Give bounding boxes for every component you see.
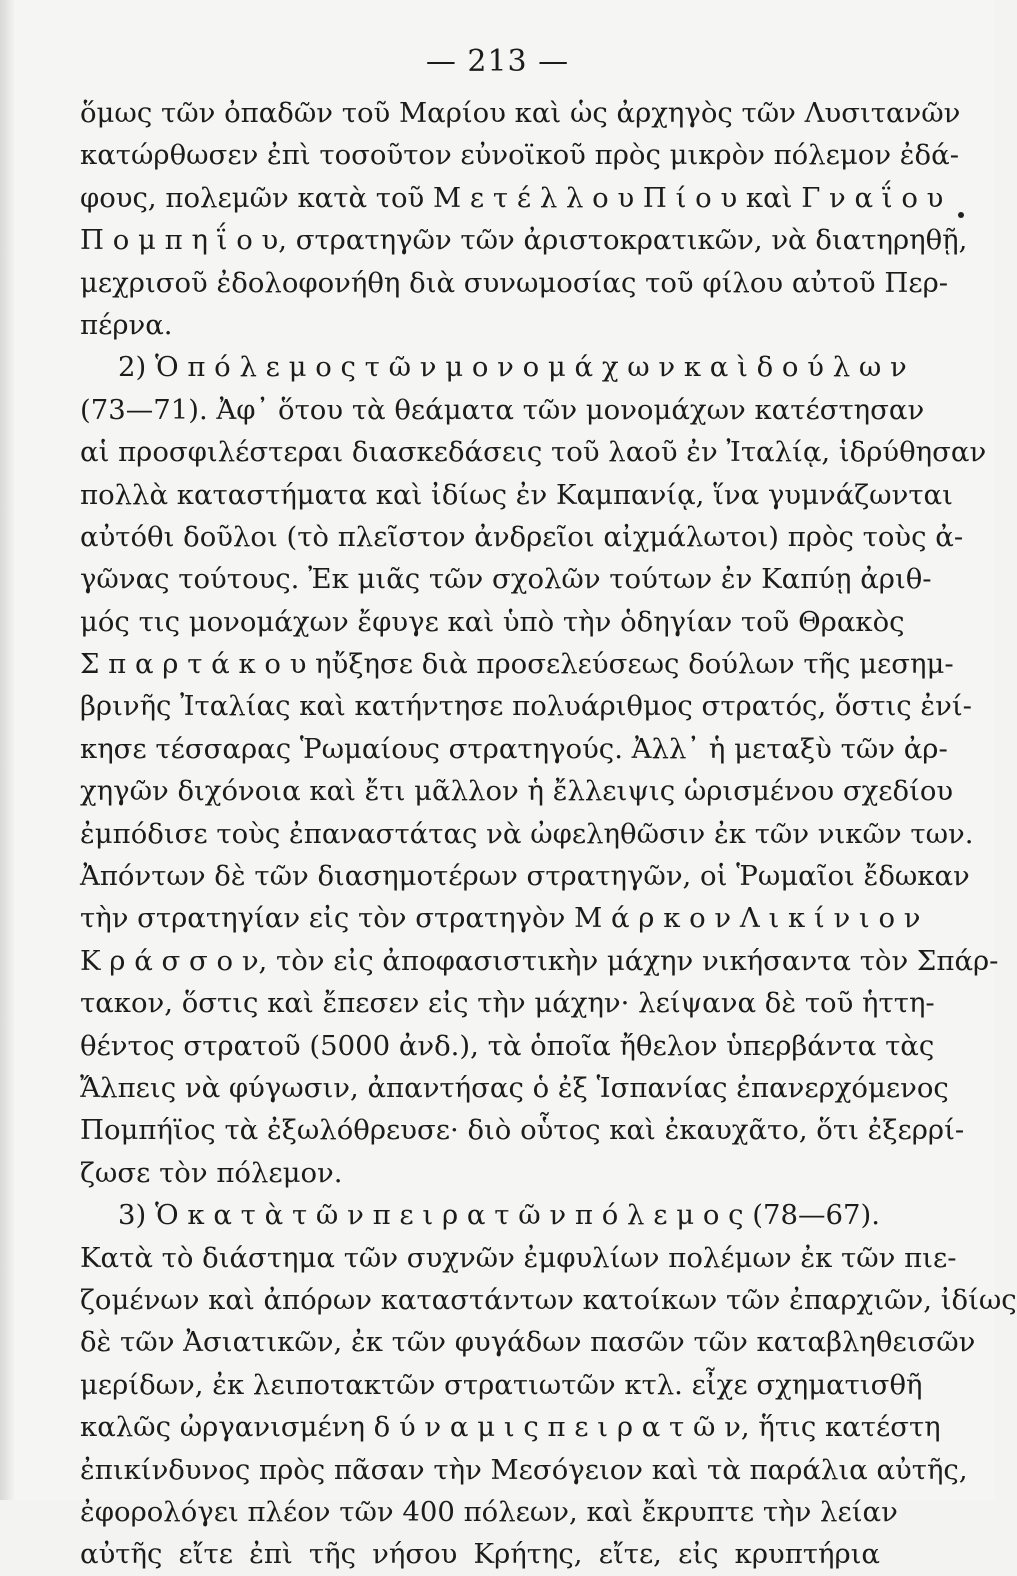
text-line: ἐμπόδισε τοὺς ἐπαναστάτας νὰ ὠφεληθῶσιν ἐκ τῶν νικῶν των. [80,817,974,850]
text-line: ἐφορολόγει πλέον τῶν 400 πόλεων, καὶ ἔκρυπτε τὴν λείαν [80,1495,898,1528]
text-line: Ἀπόντων δὲ τῶν διασημοτέρων στρατηγῶν, οἱ Ῥωμαῖοι ἔδωκαν [80,860,970,893]
text-line: μερίδων, ἐκ λειποτακτῶν στρατιωτῶν κτλ. εἶχε σχηματισθῆ [80,1368,923,1401]
text-line: Ἄλπεις νὰ φύγωσιν, ἀπαντήσας ὁ ἐξ Ἱσπανίας ἐπανερχόμενος [80,1071,949,1104]
page-number: — 213 — [425,44,570,79]
text-line: καλῶς ὠργανισμένη δ ύ ν α μ ι ς π ε ι ρ α τ ῶ ν, ἥτις κατέστη [80,1411,941,1444]
text-line: αὐτόθι δοῦλοι (τὸ πλεῖστον ἀνδρεῖοι αἰχμάλωτοι) πρὸς τοὺς ἀ- [80,520,964,553]
text-line: ζομένων καὶ ἀπόρων καταστάντων κατοίκων τῶν ἐπαρχιῶν, ἰδίως [80,1283,1017,1316]
text-line: μός τις μονομάχων ἔφυγε καὶ ὑπὸ τὴν ὁδηγίαν τοῦ Θρακὸς [80,605,905,638]
text-line: αἱ προσφιλέστεραι διασκεδάσεις τοῦ λαοῦ ἐν Ἰταλίᾳ, ἱδρύθησαν [80,436,987,469]
text-line: μεχρισοῦ ἐδολοφονήθη διὰ συνωμοσίας τοῦ φίλου αὐτοῦ Περ- [80,266,949,299]
page-binding-edge [0,0,14,1500]
text-line: Κατὰ τὸ διάστημα τῶν συχνῶν ἐμφυλίων πολέμων ἐκ τῶν πιε- [80,1241,957,1274]
text-line: Π ο μ π η ΐ ο υ, στρατηγῶν τῶν ἀριστοκρατικῶν, νὰ διατηρηθῇ, [80,224,968,257]
text-line: τὴν στρατηγίαν εἰς τὸν στρατηγὸν Μ ά ρ κ ο ν Λ ι κ ί ν ι ο ν [80,902,921,935]
text-line: 2) Ὁ π ό λ ε μ ο ς τ ῶ ν μ ο ν ο μ ά χ ω ν κ α ὶ δ ο ύ λ ω ν [118,351,907,384]
text-line: ὅμως τῶν ὀπαδῶν τοῦ Μαρίου καὶ ὡς ἀρχηγὸς τῶν Λυσιτανῶν [80,97,961,129]
text-line: 3) Ὁ κ α τ ὰ τ ῶ ν π ε ι ρ α τ ῶ ν π ό λ ε μ ο ς (78—67). [118,1199,880,1232]
text-line: Κ ρ ά σ σ ο ν, τὸν εἰς ἀποφασιστικὴν μάχην νικήσαντα τὸν Σπάρ- [80,944,999,977]
text-line: θέντος στρατοῦ (5000 ἀνδ.), τὰ ὁποῖα ἤθελον ὑπερβάντα τὰς [80,1029,935,1062]
text-line: Πομπήϊος τὰ ἐξωλόθρευσε· διὸ οὗτος καὶ ἐκαυχᾶτο, ὅτι ἐξερρί- [80,1114,965,1147]
text-line: δὲ τῶν Ἀσιατικῶν, ἐκ τῶν φυγάδων πασῶν τῶν καταβληθεισῶν [80,1326,976,1359]
text-line: Σ π α ρ τ ά κ ο υ ηὔξησε διὰ προσελεύσεως δούλων τῆς μεσημ- [80,648,954,681]
text-line: κησε τέσσαρας Ῥωμαίους στρατηγούς. Ἀλλ᾽ ἡ μεταξὺ τῶν ἀρ- [80,732,948,765]
ink-speck [958,212,964,218]
text-line: κατώρθωσεν ἐπὶ τοσοῦτον εὐνοϊκοῦ πρὸς μικρὸν πόλεμον ἐδά- [80,139,959,172]
text-line: αὐτῆς εἴτε ἐπὶ τῆς νήσου Κρήτης, εἴτε, εἰς κρυπτήρια [80,1538,880,1571]
text-line: πέρνα. [80,308,173,341]
text-line: βρινῆς Ἰταλίας καὶ κατήντησε πολυάριθμος στρατός, ὅστις ἐνί- [80,690,972,723]
text-line: ζωσε τὸν πόλεμον. [80,1156,343,1189]
text-line: χηγῶν διχόνοια καὶ ἔτι μᾶλλον ἡ ἔλλειψις ὡρισμένου σχεδίου [80,775,954,808]
text-line: φους, πολεμῶν κατὰ τοῦ Μ ε τ έ λ λ ο υ Π ί ο υ καὶ Γ ν α ΐ ο υ [80,181,944,214]
text-line: γῶνας τούτους. Ἐκ μιᾶς τῶν σχολῶν τούτων ἐν Καπύῃ ἀριθ- [80,563,932,596]
text-line: τακον, ὅστις καὶ ἔπεσεν εἰς τὴν μάχην· λείψανα δὲ τοῦ ἡττη- [80,987,935,1020]
text-line: ἐπικίνδυνος πρὸς πᾶσαν τὴν Μεσόγειον καὶ τὰ παράλια αὐτῆς, [80,1453,968,1486]
text-line: πολλὰ καταστήματα καὶ ἰδίως ἐν Καμπανίᾳ, ἵνα γυμνάζωνται [80,478,953,511]
body-text [80,92,1017,1576]
text-line: (73—71). Ἀφ᾽ ὅτου τὰ θεάματα τῶν μονομάχων κατέστησαν [80,393,925,426]
